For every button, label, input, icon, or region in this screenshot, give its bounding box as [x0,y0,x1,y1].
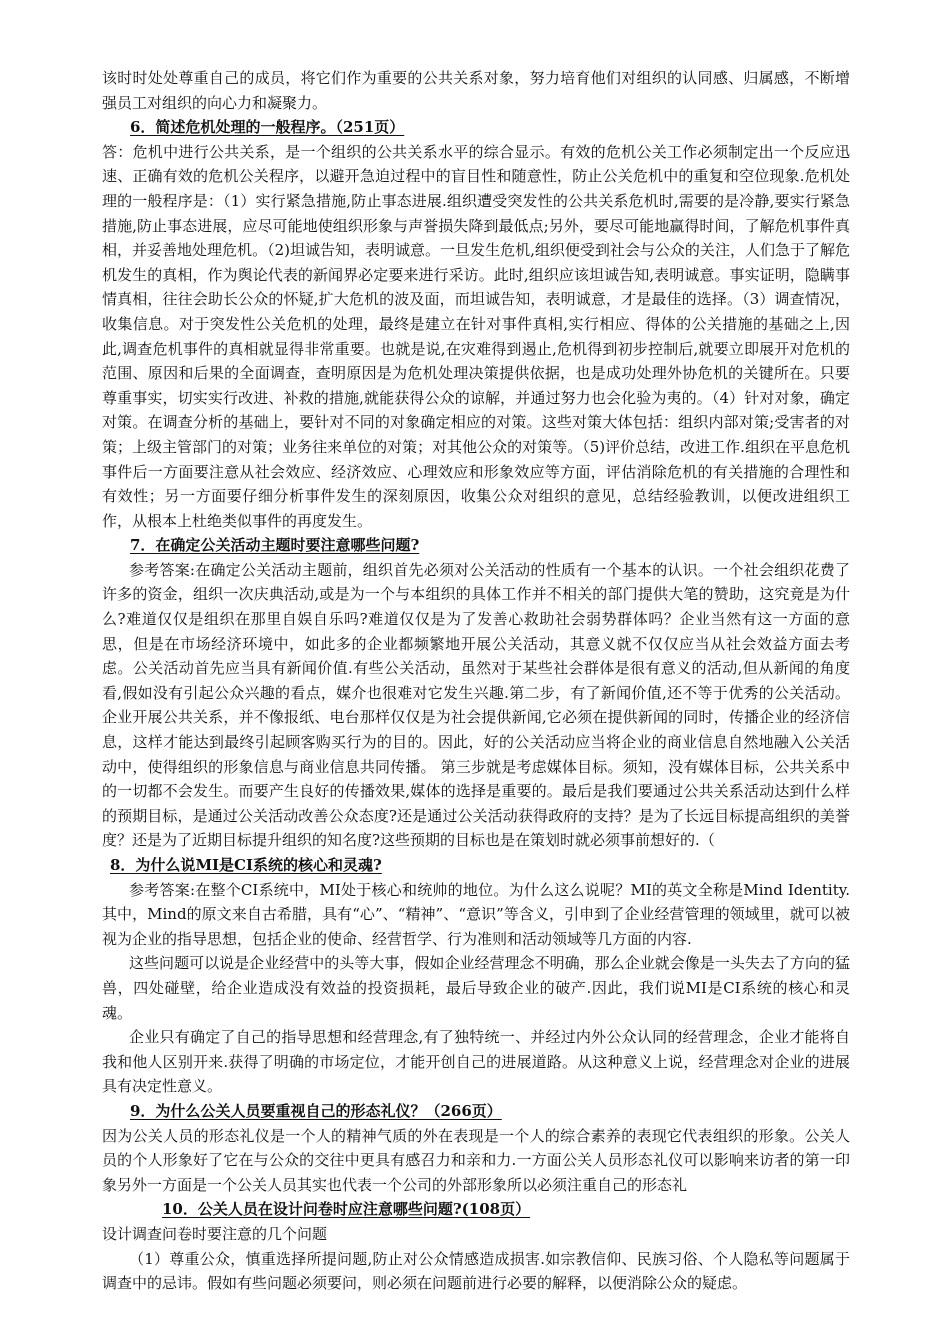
paragraph-employee-cohesion: 该时时处处尊重自己的成员，将它们作为重要的公共关系对象，努力培育他们对组织的认同感、归属感，不断增强员工对组织的向心力和凝聚力。 [102,69,850,112]
question-7-heading: 7．在确定公关活动主题时要注意哪些问题? [130,536,420,555]
answer-6-paragraph: 答：危机中进行公共关系，是一个组织的公共关系水平的综合显示。有效的危机公关工作必须制定出一个反应迅速、正确有效的危机公关程序，以避开急迫过程中的盲目性和随意性，防止公关危机中的重复和空位现象.危机处理的一般程序是：（1）实行紧急措施,防止事态进展.组织遭受突发性的公共关系危机时,需要的是冷静,要实行紧急措施,防止事态进展，应尽可能地使组织形象与声誉损失降到最低点;另外，要尽可能地赢得时间，了解危机事件真相，并妥善地处理危机。（2)坦诚告知，表明诚意。一旦发生危机,组织便受到社会与公众的关注，人们急于了解危机发生的真相，作为舆论代表的新闻界必定要来进行采访。此时,组织应该坦诚告知,表明诚意。事实证明，隐瞒事情真相，往往会助长公众的怀疑,扩大危机的波及面，而坦诚告知，表明诚意，才是最佳的选择。（3）调查情况，收集信息。对于突发性公关危机的处理，最终是建立在针对事件真相,实行相应、得体的公关措施的基础之上,因此,调查危机事件的真相就显得非常重要。也就是说,在灾难得到遏止,危机得到初步控制后,就要立即展开对危机的范围、原因和后果的全面调查，查明原因是为危机处理决策提供依据，也是成功处理外协危机的关键所在。只要尊重事实，切实实行改进、补救的措施,就能获得公众的谅解，并通过努力也会化验为夷的。（4）针对对象，确定对策。在调查分析的基础上，要针对不同的对象确定相应的对策。这些对策大体包括：组织内部对策;受害者的对策；上级主管部门的对策；业务往来单位的对策；对其他公众的对策等。（5)评价总结，改进工作.组织在平息危机事件后一方面要注意从社会效应、经济效应、心理效应和形象效应等方面，评估消除危机的有关措施的合理性和有效性；另一方面要仔细分析事件发生的深刻原因，收集公众对组织的意见，总结经验教训，以便改进组织工作，从根本上杜绝类似事件的再度发生。 [102,142,850,530]
answer-8-paragraph-2: 这些问题可以说是企业经营中的头等大事，假如企业经营理念不明确，那么企业就会像是一头失去了方向的猛兽，四处碰壁，给企业造成没有效益的投资损耗，最后导致企业的破产.因此，我们说MI是CI系统的核心和灵魂。 [102,954,850,1022]
answer-10-intro: 设计调查问卷时要注意的几个问题 [102,1224,328,1243]
answer-9-paragraph: 因为公关人员的形态礼仪是一个人的精神气质的外在表现是一个人的综合素养的表现它代表组织的形象。公关人员的个人形象好了它在与公众的交往中更具有感召力和亲和力.一方面公关人员形态礼仪可以影响来访者的第一印象另外一方面是一个公关人员其实也代表一个公司的外部形象所以必须注重自己的形态礼 [102,1126,850,1194]
question-6-heading: 6．简述危机处理的一般程序。（251页） [130,118,405,137]
answer-10-item-1: （1）尊重公众，慎重选择所提问题,防止对公众情感造成损害.如宗教信仰、民族习俗、个人隐私等问题属于调查中的忌讳。假如有些问题必须要问，则必须在问题前进行必要的解释，以便消除公众的疑虑。 [102,1249,850,1293]
question-9-heading: 9．为什么公关人员要重视自己的形态礼仪？（266页） [130,1101,502,1120]
question-8-heading: 8．为什么说MI是CI系统的核心和灵魂? [110,856,382,874]
answer-8-paragraph-1: 参考答案:在整个CI系统中，MI处于核心和统帅的地位。为什么这么说呢？MI的英文全称是Mind Identity.其中，Mind的原文来自古希腊，具有“心”、“精神”、“意识”等含义，引申到了企业经营管理的领域里，就可以被视为企业的指导思想，包括企业的使命、经营哲学、行为准则和活动领域等几方面的内容. [102,880,850,948]
question-10-heading: 10．公关人员在设计问卷时应注意哪些问题?(108页） [162,1200,531,1219]
answer-7-paragraph: 参考答案:在确定公关活动主题前，组织首先必须对公关活动的性质有一个基本的认识。一个社会组织花费了许多的资金，组织一次庆典活动,或是为一个与本组织的具体工作并不相关的部门提供大笔的赞助，这究竟是为什么?难道仅仅是组织在那里自娱自乐吗?难道仅仅是为了发善心救助社会弱势群体吗？企业当然有这一方面的意思，但是在市场经济环境中，如此多的企业都频繁地开展公关活动，其意义就不仅仅应当从社会效益方面去考虑。公关活动首先应当具有新闻价值.有些公关活动，虽然对于某些社会群体是很有意义的活动,但从新闻的角度看,假如没有引起公众兴趣的看点，媒介也很难对它发生兴趣.第二步，有了新闻价值,还不等于优秀的公关活动。企业开展公共关系，并不像报纸、电台那样仅仅是为社会提供新闻,它必须在提供新闻的同时，传播企业的经济信息，这样才能达到最终引起顾客购买行为的目的。因此，好的公关活动应当将企业的商业信息自然地融入公关活动中，使得组织的形象信息与商业信息共同传播。 第三步就是考虑媒体目标。须知，没有媒体目标，公共关系中的一切都不会发生。而要产生良好的传播效果,媒体的选择是重要的。最后是我们要通过公共关系活动达到什么样的预期目标，是通过公关活动改善公众态度?还是通过公关活动获得政府的支持？是为了长远目标提高组织的美誉度？还是为了近期目标提升组织的知名度?这些预期的目标也是在策划时就必须事前想好的.（ [102,560,850,850]
answer-8-paragraph-3: 企业只有确定了自己的指导思想和经营理念,有了独特统一、并经过内外公众认同的经营理念，企业才能将自我和他人区别开来.获得了明确的市场定位，才能开创自己的进展道路。从这种意义上说，经营理念对企业的进展具有决定性意义。 [102,1028,850,1096]
